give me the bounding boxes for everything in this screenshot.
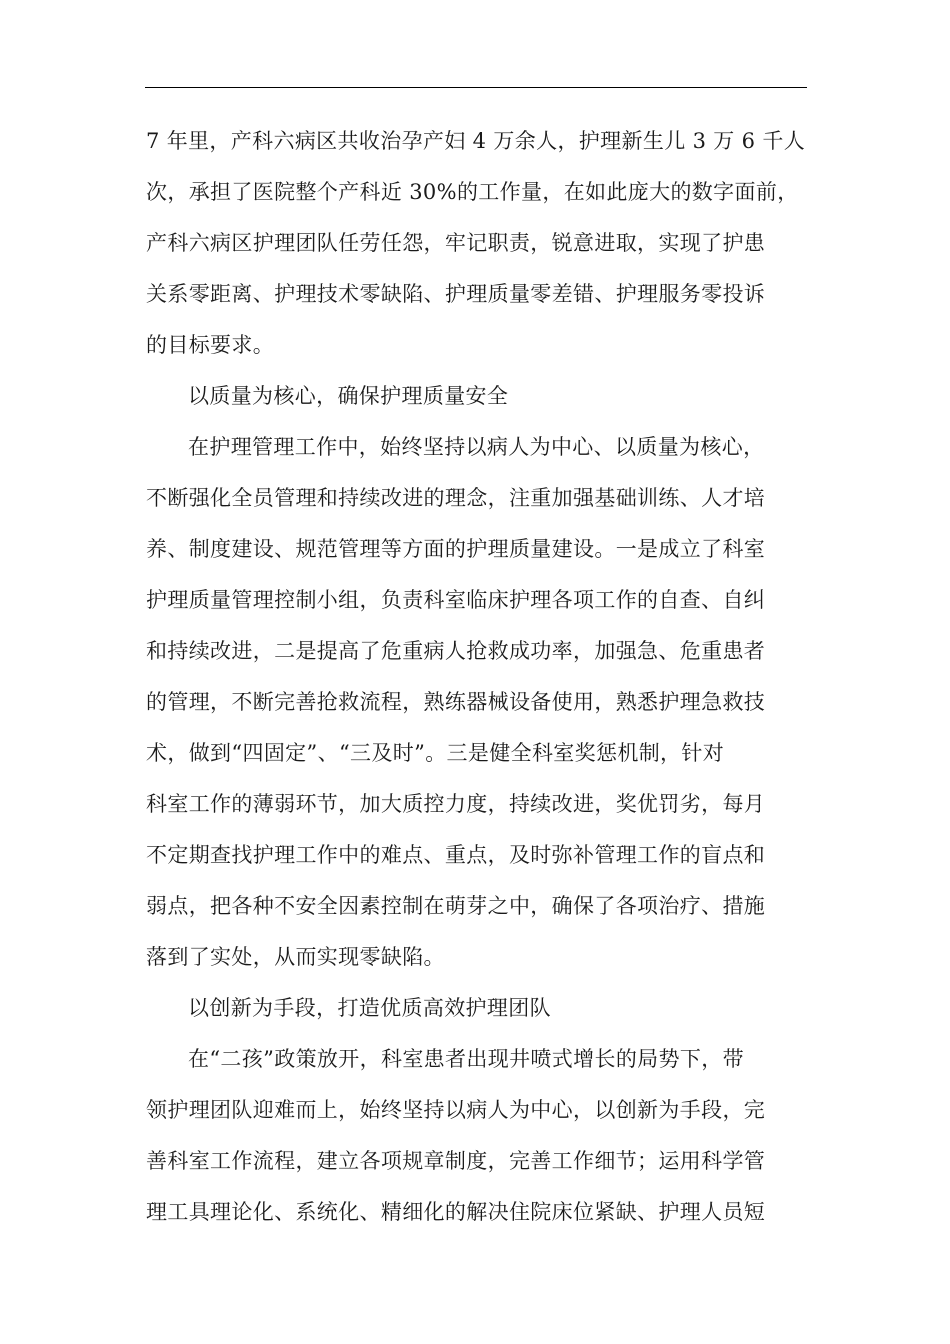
paragraph-line: 在护理管理工作中，始终坚持以病人为中心、以质量为核心， <box>188 435 765 459</box>
header-rule <box>145 87 807 88</box>
paragraph-line: 善科室工作流程，建立各项规章制度，完善工作细节；运用科学管 <box>146 1149 766 1173</box>
paragraph-line: 科室工作的薄弱环节，加大质控力度，持续改进，奖优罚劣，每月 <box>146 792 766 816</box>
paragraph-line: 7 年里，产科六病区共收治孕产妇 4 万余人，护理新生儿 3 万 6 千人 <box>146 129 806 153</box>
paragraph-line: 的管理，不断完善抢救流程，熟练器械设备使用，熟悉护理急救技 <box>146 690 766 714</box>
paragraph-line: 的目标要求。 <box>146 333 275 357</box>
section-heading-quality: 以质量为核心，确保护理质量安全 <box>188 384 509 408</box>
paragraph-line: 理工具理论化、系统化、精细化的解决住院床位紧缺、护理人员短 <box>146 1200 766 1224</box>
paragraph-line: 落到了实处，从而实现零缺陷。 <box>146 945 445 969</box>
paragraph-line: 关系零距离、护理技术零缺陷、护理质量零差错、护理服务零投诉 <box>146 282 766 306</box>
paragraph-line: 术，做到“四固定”、“三及时”。三是健全科室奖惩机制，针对 <box>146 741 725 765</box>
section-heading-innovation: 以创新为手段，打造优质高效护理团队 <box>188 996 551 1020</box>
paragraph-line: 护理质量管理控制小组，负责科室临床护理各项工作的自查、自纠 <box>146 588 766 612</box>
paragraph-line: 养、制度建设、规范管理等方面的护理质量建设。一是成立了科室 <box>146 537 766 561</box>
paragraph-line: 弱点，把各种不安全因素控制在萌芽之中，确保了各项治疗、措施 <box>146 894 766 918</box>
paragraph-line: 领护理团队迎难而上，始终坚持以病人为中心，以创新为手段，完 <box>146 1098 766 1122</box>
paragraph-line: 产科六病区护理团队任劳任怨，牢记职责，锐意进取，实现了护患 <box>146 231 766 255</box>
paragraph-line: 不断强化全员管理和持续改进的理念，注重加强基础训练、人才培 <box>146 486 766 510</box>
paragraph-line: 不定期查找护理工作中的难点、重点，及时弥补管理工作的盲点和 <box>146 843 766 867</box>
document-body <box>146 116 808 1238</box>
paragraph-line: 在“二孩”政策放开，科室患者出现井喷式增长的局势下，带 <box>188 1047 744 1071</box>
paragraph-line: 次，承担了医院整个产科近 30%的工作量，在如此庞大的数字面前， <box>146 180 799 204</box>
paragraph-line: 和持续改进，二是提高了危重病人抢救成功率，加强急、危重患者 <box>146 639 766 663</box>
